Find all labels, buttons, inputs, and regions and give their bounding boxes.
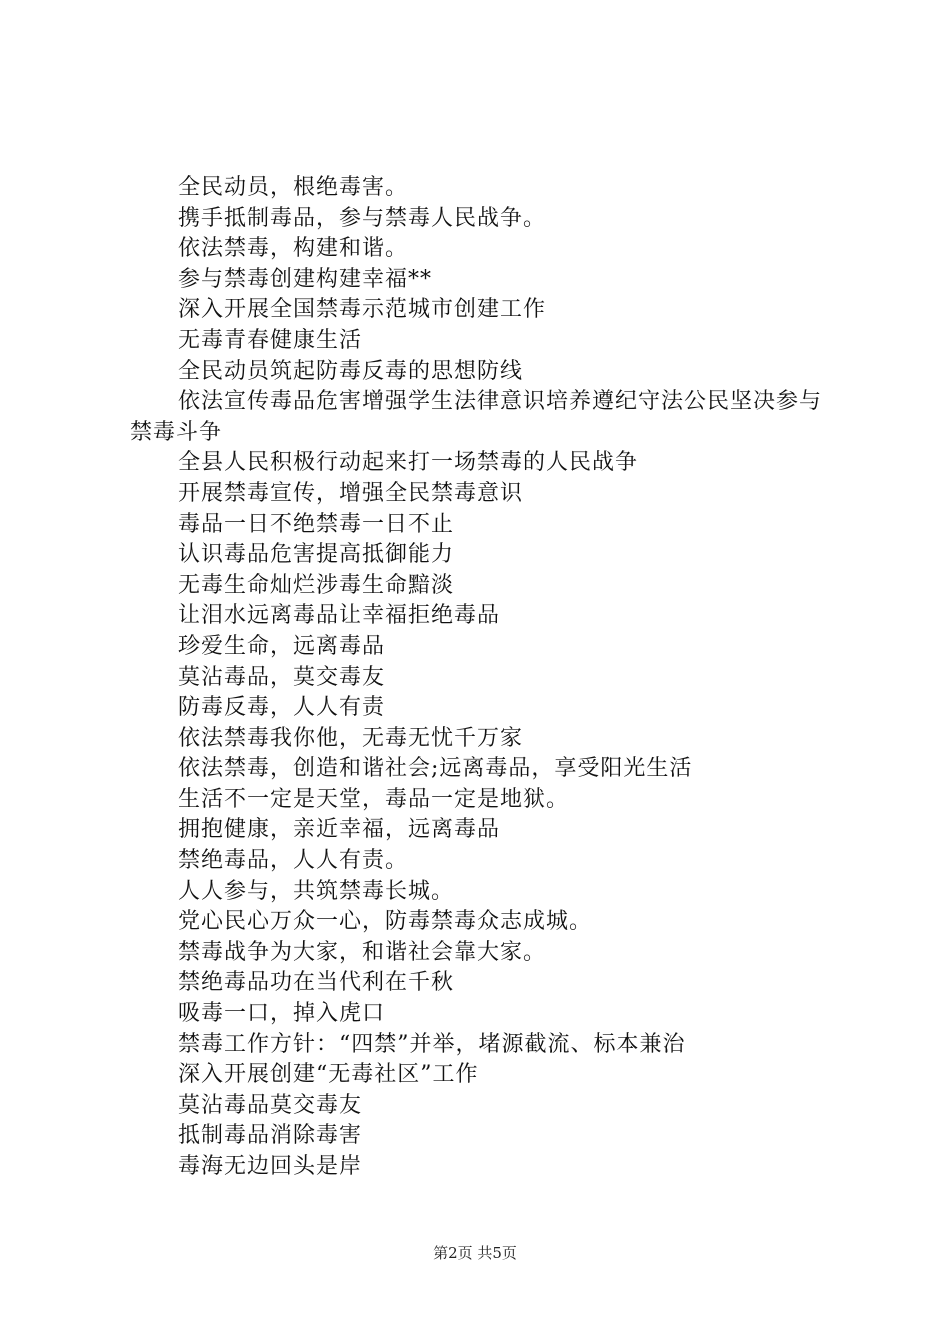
slogan-line: 全县人民积极行动起来打一场禁毒的人民战争 — [178, 450, 639, 476]
slogan-line: 禁绝毒品功在当代利在千秋 — [178, 970, 455, 996]
slogan-line: 依法禁毒，创造和谐社会;远离毒品，享受阳光生活 — [178, 756, 693, 782]
slogan-line: 党心民心万众一心，防毒禁毒众志成城。 — [178, 909, 593, 935]
slogan-line: 携手抵制毒品，参与禁毒人民战争。 — [178, 205, 547, 231]
slogan-line: 防毒反毒，人人有责 — [178, 695, 386, 721]
slogan-line: 无毒生命灿烂涉毒生命黯淡 — [178, 572, 455, 598]
slogan-line: 禁毒战争为大家，和谐社会靠大家。 — [178, 939, 547, 965]
slogan-line: 人人参与，共筑禁毒长城。 — [178, 878, 455, 904]
slogan-line: 开展禁毒宣传，增强全民禁毒意识 — [178, 480, 524, 506]
slogan-list — [130, 173, 840, 1183]
slogan-line: 毒品一日不绝禁毒一日不止 — [178, 511, 455, 537]
slogan-line: 禁绝毒品，人人有责。 — [178, 848, 409, 874]
slogan-line: 莫沾毒品，莫交毒友 — [178, 664, 386, 690]
slogan-line: 深入开展创建“无毒社区”工作 — [178, 1062, 479, 1088]
slogan-line: 拥抱健康，亲近幸福，远离毒品 — [178, 817, 501, 843]
slogan-line: 依法宣传毒品危害增强学生法律意识培养遵纪守法公民坚决参与禁毒斗争 — [130, 389, 823, 445]
page-number: 第2页 共5页 — [433, 1244, 517, 1262]
slogan-line: 莫沾毒品莫交毒友 — [178, 1092, 363, 1118]
slogan-line: 依法禁毒，构建和谐。 — [178, 236, 409, 262]
slogan-line: 吸毒一口，掉入虎口 — [178, 1001, 386, 1027]
slogan-line: 认识毒品危害提高抵御能力 — [178, 542, 455, 568]
slogan-line: 禁毒工作方针：“四禁”并举，堵源截流、标本兼治 — [178, 1031, 686, 1057]
slogan-line: 全民动员，根绝毒害。 — [178, 175, 409, 200]
slogan-line: 深入开展全国禁毒示范城市创建工作 — [178, 297, 547, 323]
page-footer — [0, 1243, 950, 1263]
slogan-line: 抵制毒品消除毒害 — [178, 1123, 363, 1149]
slogan-line: 全民动员筑起防毒反毒的思想防线 — [178, 358, 524, 384]
slogan-line: 毒海无边回头是岸 — [178, 1154, 363, 1179]
slogan-line: 珍爱生命，远离毒品 — [178, 633, 386, 659]
slogan-line: 无毒青春健康生活 — [178, 327, 363, 353]
slogan-line: 依法禁毒我你他，无毒无忧千万家 — [178, 725, 524, 751]
slogan-line: 参与禁毒创建构建幸福** — [178, 266, 433, 292]
slogan-line: 生活不一定是天堂，毒品一定是地狱。 — [178, 786, 570, 812]
slogan-line: 让泪水远离毒品让幸福拒绝毒品 — [178, 603, 501, 629]
